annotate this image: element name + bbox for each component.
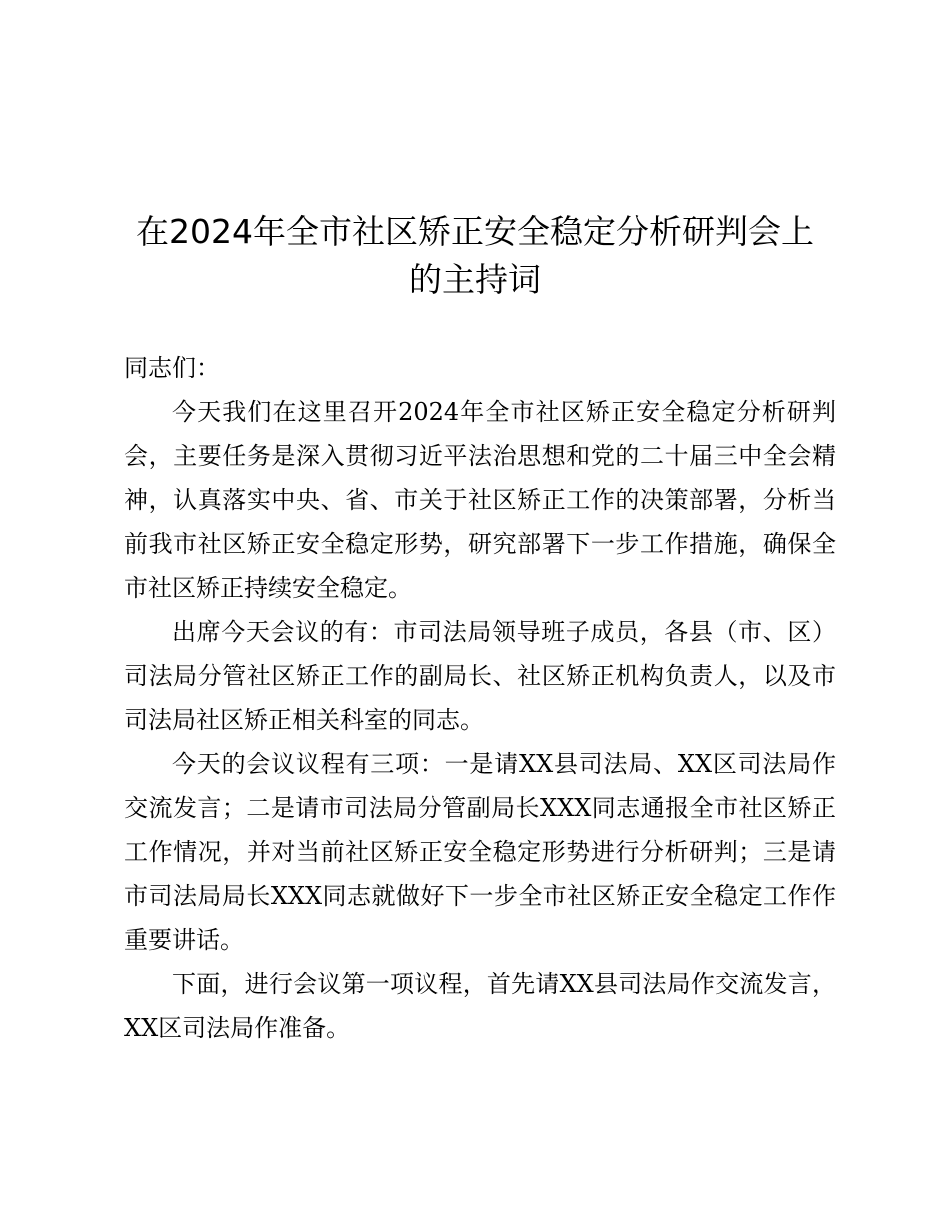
paragraph-attendees: 出席今天会议的有：市司法局领导班子成员，各县（市、区）司法局分管社区矫正工作的副局长、社区矫正机构负责人，以及市司法局社区矫正相关科室的同志。 bbox=[124, 618, 836, 734]
paragraph-opening: 今天我们在这里召开2024年全市社区矫正安全稳定分析研判会，主要任务是深入贯彻习近平法治思想和党的二十届三中全会精神，认真落实中央、省、市关于社区矫正工作的决策部署，分析当前我市社区矫正安全稳定形势，研究部署下一步工作措施，确保全市社区矫正持续安全稳定。 bbox=[124, 398, 836, 602]
salutation: 同志们： bbox=[124, 354, 220, 382]
paragraph-first-item: 下面，进行会议第一项议程，首先请XX县司法局作交流发言，XX区司法局作准备。 bbox=[124, 970, 836, 1042]
document-title: 在2024年全市社区矫正安全稳定分析研判会上的主持词 bbox=[136, 212, 814, 299]
document-body bbox=[124, 346, 836, 1050]
paragraph-agenda: 今天的会议议程有三项：一是请XX县司法局、XX区司法局作交流发言；二是请市司法局分管副局长XXX同志通报全市社区矫正工作情况，并对当前社区矫正安全稳定形势进行分析研判；三是请市司法局局长XXX同志就做好下一步全市社区矫正安全稳定工作作重要讲话。 bbox=[124, 750, 836, 954]
